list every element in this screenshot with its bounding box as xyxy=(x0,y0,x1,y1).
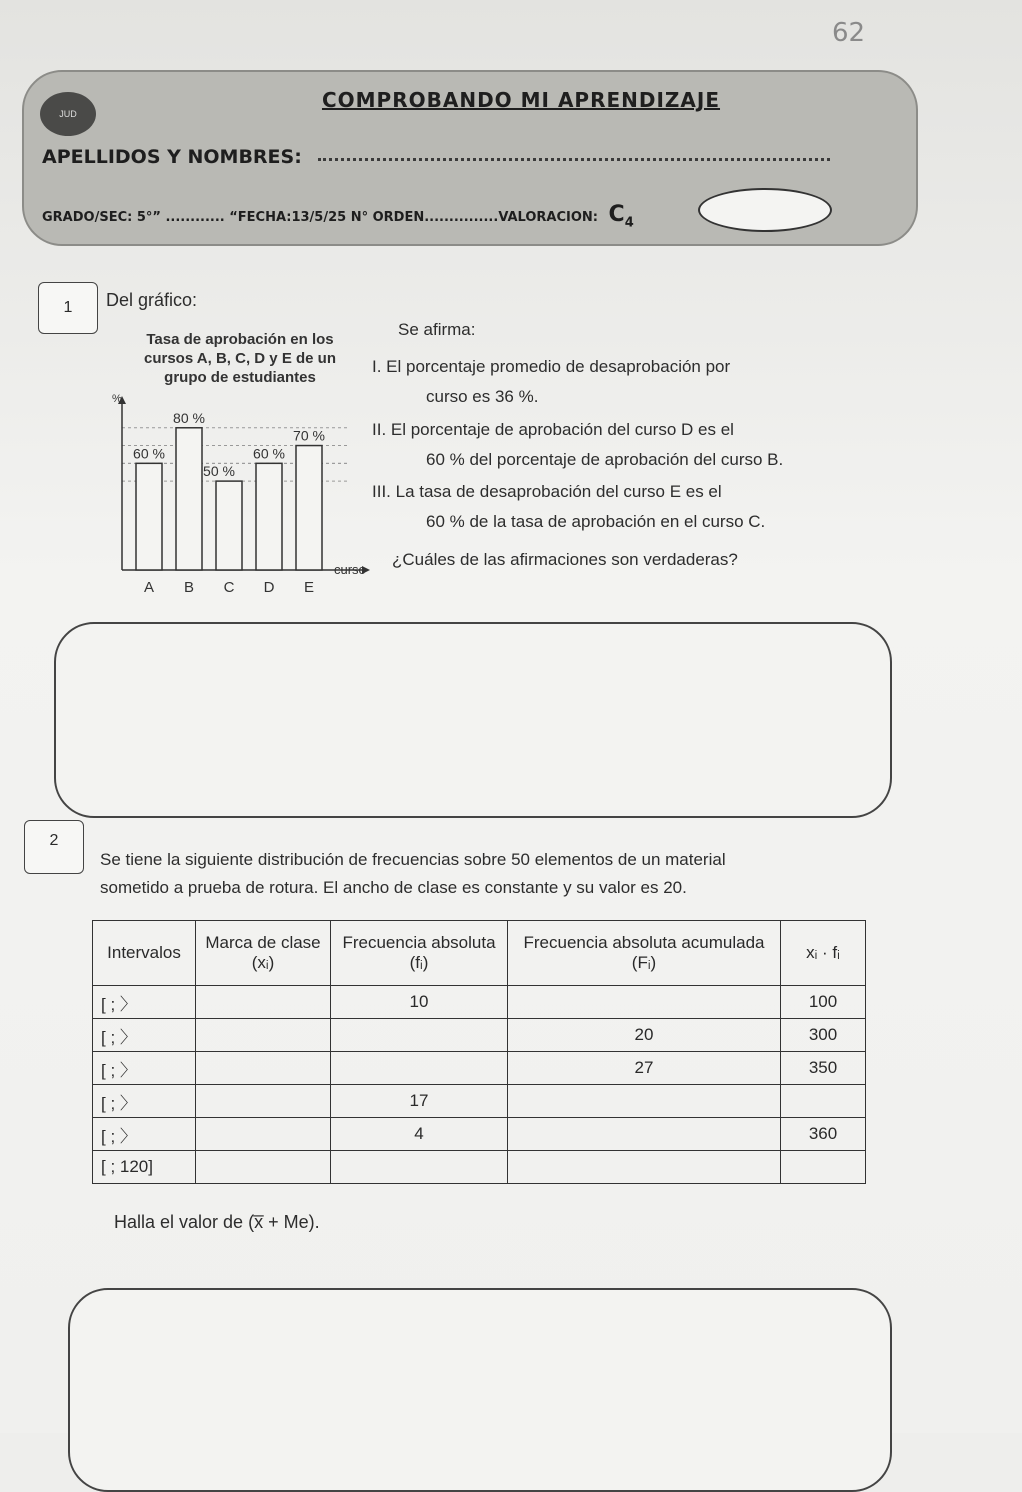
table-cell: 17 xyxy=(331,1085,508,1118)
statement-2-line-1: II. El porcentaje de aprobación del curso D es el xyxy=(372,420,734,439)
question-number-2: 2 xyxy=(24,820,84,874)
approval-bar-chart xyxy=(100,390,390,600)
names-label: APELLIDOS Y NOMBRES: xyxy=(42,146,302,168)
table-cell[interactable] xyxy=(196,1085,331,1118)
table-cell: [ ; 〉 xyxy=(93,986,196,1019)
table-cell: 4 xyxy=(331,1118,508,1151)
bar-E xyxy=(296,446,322,570)
data-label-A: 60 % xyxy=(133,445,165,462)
grado-text: GRADO/SEC: 5°” ............ “FECHA:13/5/25 N° ORDEN...............VALORACION: xyxy=(42,210,599,225)
y-axis-label: % xyxy=(112,393,122,405)
table-cell[interactable] xyxy=(196,1019,331,1052)
table-cell[interactable] xyxy=(196,1052,331,1085)
question-number-1: 1 xyxy=(38,282,98,334)
handwritten-mark: 62 xyxy=(832,18,866,48)
statements-heading: Se afirma: xyxy=(398,320,476,339)
table-cell[interactable] xyxy=(196,1151,331,1184)
table-cell: [ ; 〉 xyxy=(93,1118,196,1151)
statement-3-line-1: III. La tasa de desaprobación del curso E es el xyxy=(372,482,722,501)
header-frecuencia-absoluta: Frecuencia absoluta (fᵢ) xyxy=(331,921,508,986)
category-label-D: D xyxy=(263,579,275,596)
q1-intro: Del gráfico: xyxy=(106,290,198,310)
school-logo: JUD xyxy=(40,92,96,136)
table-cell[interactable] xyxy=(196,1118,331,1151)
table-cell: 100 xyxy=(781,986,866,1019)
header-frecuencia-acumulada: Frecuencia absoluta acumulada (Fᵢ) xyxy=(508,921,781,986)
category-label-A: A xyxy=(143,579,155,596)
q2-text-line-1: Se tiene la siguiente distribución de frecuencias sobre 50 elementos de un material xyxy=(100,850,726,869)
table-cell[interactable] xyxy=(331,1151,508,1184)
table-cell: [ ; 120] xyxy=(93,1151,196,1184)
data-label-C: 50 % xyxy=(203,463,235,480)
names-fill-line[interactable] xyxy=(318,158,830,161)
answer-box-1[interactable] xyxy=(54,622,892,818)
table-row xyxy=(93,986,866,1019)
statement-3-line-2: 60 % de la tasa de aprobación en el curso C. xyxy=(426,512,766,531)
statement-1-line-1: I. El porcentaje promedio de desaprobación por xyxy=(372,357,731,376)
table-cell[interactable] xyxy=(781,1151,866,1184)
q2-text-line-2: sometido a prueba de rotura. El ancho de clase es constante y su valor es 20. xyxy=(100,878,687,897)
table-row xyxy=(93,1118,866,1151)
table-row xyxy=(93,1019,866,1052)
data-label-E: 70 % xyxy=(293,427,325,444)
table-cell: [ ; 〉 xyxy=(93,1019,196,1052)
table-cell[interactable] xyxy=(508,986,781,1019)
table-cell: 27 xyxy=(508,1052,781,1085)
statement-1-line-2: curso es 36 %. xyxy=(426,387,539,406)
table-cell[interactable] xyxy=(508,1151,781,1184)
statement-2-line-2: 60 % del porcentaje de aprobación del curso B. xyxy=(426,450,784,469)
table-cell[interactable] xyxy=(196,986,331,1019)
worksheet-title: COMPROBANDO MI APRENDIZAJE xyxy=(321,88,721,112)
bar-C xyxy=(216,481,242,570)
table-cell: 350 xyxy=(781,1052,866,1085)
table-header-row xyxy=(93,921,866,986)
x-axis-label: curso xyxy=(334,562,366,577)
header-intervalos: Intervalos xyxy=(93,921,196,986)
header-xi-fi: xᵢ · fᵢ xyxy=(781,921,866,986)
table-row xyxy=(93,1151,866,1184)
answer-box-2[interactable] xyxy=(68,1288,892,1492)
data-label-B: 80 % xyxy=(173,409,205,426)
table-row xyxy=(93,1052,866,1085)
grado-fecha-line xyxy=(42,202,634,230)
table-cell: 300 xyxy=(781,1019,866,1052)
table-cell: 20 xyxy=(508,1019,781,1052)
category-label-C: C xyxy=(223,579,235,596)
table-cell[interactable] xyxy=(781,1085,866,1118)
bar-B xyxy=(176,428,202,570)
table-cell: [ ; 〉 xyxy=(93,1052,196,1085)
chart-title: Tasa de aprobación en los cursos A, B, C, D y E de un grupo de estudiantes xyxy=(144,331,336,386)
table-cell: 360 xyxy=(781,1118,866,1151)
valoracion-code: $C_4$ xyxy=(608,202,634,231)
category-label-B: B xyxy=(183,579,195,596)
data-label-D: 60 % xyxy=(253,445,285,462)
valoracion-oval[interactable] xyxy=(698,188,832,232)
table-cell[interactable] xyxy=(508,1118,781,1151)
bar-D xyxy=(256,463,282,570)
q1-question: ¿Cuáles de las afirmaciones son verdaderas? xyxy=(392,550,738,569)
table-cell: 10 xyxy=(331,986,508,1019)
bar-A xyxy=(136,463,162,570)
table-cell[interactable] xyxy=(331,1052,508,1085)
header-marca-clase: Marca de clase (xᵢ) xyxy=(196,921,331,986)
q2-prompt: Halla el valor de (x̅ + Me). xyxy=(114,1212,320,1232)
table-cell: [ ; 〉 xyxy=(93,1085,196,1118)
table-cell[interactable] xyxy=(331,1019,508,1052)
frequency-table xyxy=(92,920,866,1184)
table-cell[interactable] xyxy=(508,1085,781,1118)
category-label-E: E xyxy=(303,579,315,596)
table-row xyxy=(93,1085,866,1118)
